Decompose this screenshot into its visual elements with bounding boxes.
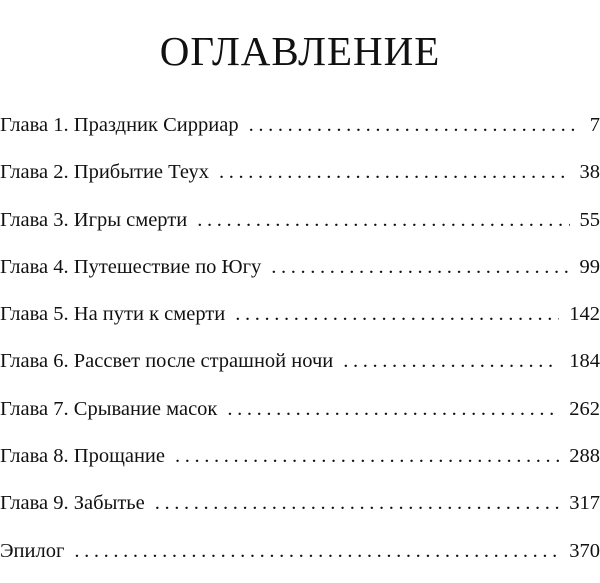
toc-entry[interactable] xyxy=(0,536,600,583)
entry-page: 288 xyxy=(559,441,600,471)
entry-page: 38 xyxy=(570,157,600,187)
dot-leader xyxy=(235,299,559,329)
dot-leader xyxy=(343,346,559,376)
toc-entry[interactable] xyxy=(0,299,600,346)
entry-page: 262 xyxy=(559,394,600,424)
toc-entry[interactable] xyxy=(0,346,600,393)
toc-entry[interactable] xyxy=(0,157,600,204)
toc-entry[interactable] xyxy=(0,110,600,157)
toc-entry[interactable] xyxy=(0,394,600,441)
entry-page: 317 xyxy=(559,488,600,518)
dot-leader xyxy=(271,252,569,282)
dot-leader xyxy=(219,157,570,187)
entry-page: 184 xyxy=(559,346,600,376)
entry-label: Глава 5. На пути к смерти xyxy=(0,299,235,329)
page-title: ОГЛАВЛЕНИЕ xyxy=(0,27,600,75)
entry-label: Глава 9. Забытье xyxy=(0,488,155,518)
entry-page: 142 xyxy=(559,299,600,329)
entry-page: 7 xyxy=(580,110,600,140)
dot-leader xyxy=(249,110,580,140)
entry-page: 55 xyxy=(570,205,600,235)
entry-page: 370 xyxy=(559,536,600,566)
toc-entry[interactable] xyxy=(0,205,600,252)
dot-leader xyxy=(227,394,559,424)
toc-entry[interactable] xyxy=(0,488,600,535)
toc-entry[interactable] xyxy=(0,441,600,488)
entry-label: Глава 1. Праздник Сирриар xyxy=(0,110,249,140)
entry-label: Глава 7. Срывание масок xyxy=(0,394,227,424)
table-of-contents xyxy=(0,110,600,583)
dot-leader xyxy=(197,205,569,235)
entry-label: Эпилог xyxy=(0,536,74,566)
dot-leader xyxy=(74,536,559,566)
entry-label: Глава 2. Прибытие Теух xyxy=(0,157,219,187)
entry-label: Глава 4. Путешествие по Югу xyxy=(0,252,271,282)
toc-entry[interactable] xyxy=(0,252,600,299)
entry-page: 99 xyxy=(570,252,600,282)
entry-label: Глава 6. Рассвет после страшной ночи xyxy=(0,346,343,376)
entry-label: Глава 3. Игры смерти xyxy=(0,205,197,235)
dot-leader xyxy=(155,488,559,518)
dot-leader xyxy=(175,441,559,471)
entry-label: Глава 8. Прощание xyxy=(0,441,175,471)
